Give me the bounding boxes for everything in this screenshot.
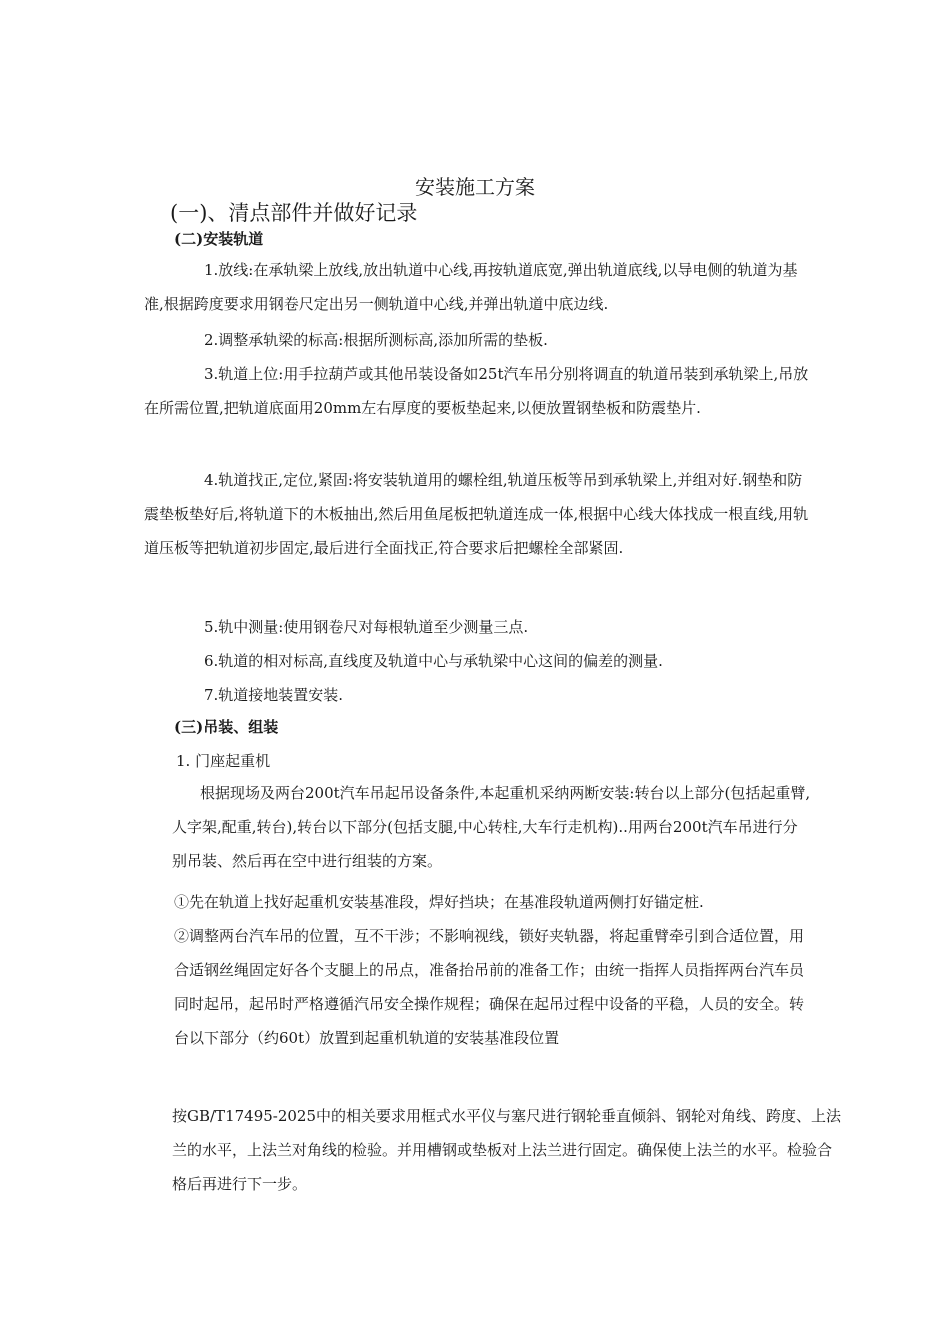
rail-step-7: 7.轨道接地装置安装.	[204, 686, 344, 704]
rail-step-1: 1.放线:在承轨梁上放线,放出轨道中心线,再按轨道底宽,弹出轨道底线,以导电侧的轨道为基准,根据跨度要求用钢卷尺定出另一侧轨道中心线,并弹出轨道中底边线.	[144, 261, 798, 313]
hoisting-plan-paragraph: 根据现场及两台200t汽车吊起吊设备条件,本起重机采纳两断安装:转台以上部分(包括起重臂,人字架,配重,转台),转台以下部分(包括支腿,中心转柱,大车行走机构)..用两台200t汽车吊进行分别吊装、然后再在空中进行组装的方案。	[172, 784, 811, 870]
rail-step-2: 2.调整承轨梁的标高:根据所测标高,添加所需的垫板.	[204, 331, 548, 349]
rail-step-5: 5.轨中测量:使用钢卷尺对每根轨道至少测量三点.	[204, 618, 529, 636]
hoisting-step-2: ②调整两台汽车吊的位置，互不干涉；不影响视线，锁好夹轨器，将起重臂牵引到合适位置，用合适钢丝绳固定好各个支腿上的吊点，准备抬吊前的准备工作；由统一指挥人员指挥两台汽车员同时起吊，起吊时严格遵循汽吊安全操作规程；确保在起吊过程中设备的平稳，人员的安全。转台以下部分（约60t）放置到起重机轨道的安装基准段位置	[174, 927, 805, 1047]
rail-step-3: 3.轨道上位:用手拉葫芦或其他吊装设备如25t汽车吊分别将调直的轨道吊装到承轨梁上,吊放在所需位置,把轨道底面用20mm左右厚度的要板垫起来,以便放置钢垫板和防震垫片.	[144, 365, 809, 417]
section-heading-2: (二)安装轨道	[174, 230, 264, 248]
rail-step-4: 4.轨道找正,定位,紧固:将安装轨道用的螺栓组,轨道压板等吊到承轨梁上,并组对好.钢垫和防震垫板垫好后,将轨道下的木板抽出,然后用鱼尾板把轨道连成一体,根据中心线大体找成一根直线,用轨道压板等把轨道初步固定,最后进行全面找正,符合要求后把螺栓全部紧固.	[144, 471, 809, 557]
inspection-paragraph: 按GB/T17495-2025中的相关要求用框式水平仪与塞尺进行钢轮垂直倾斜、钢轮对角线、跨度、上法兰的水平，上法兰对角线的检验。并用槽钢或垫板对上法兰进行固定。确保使上法兰的水平。检验合格后再进行下一步。	[172, 1107, 842, 1193]
rail-step-6: 6.轨道的相对标高,直线度及轨道中心与承轨梁中心这间的偏差的测量.	[204, 652, 663, 670]
section-heading-1: (一)、清点部件并做好记录	[170, 201, 418, 225]
hoisting-step-1: ①先在轨道上找好起重机安装基准段，焊好挡块；在基准段轨道两侧打好锚定桩.	[174, 893, 704, 911]
subsection-gantry-crane: 1. 门座起重机	[176, 752, 271, 770]
document-title: 安装施工方案	[415, 175, 535, 199]
section-heading-3: (三)吊装、组装	[174, 718, 279, 736]
